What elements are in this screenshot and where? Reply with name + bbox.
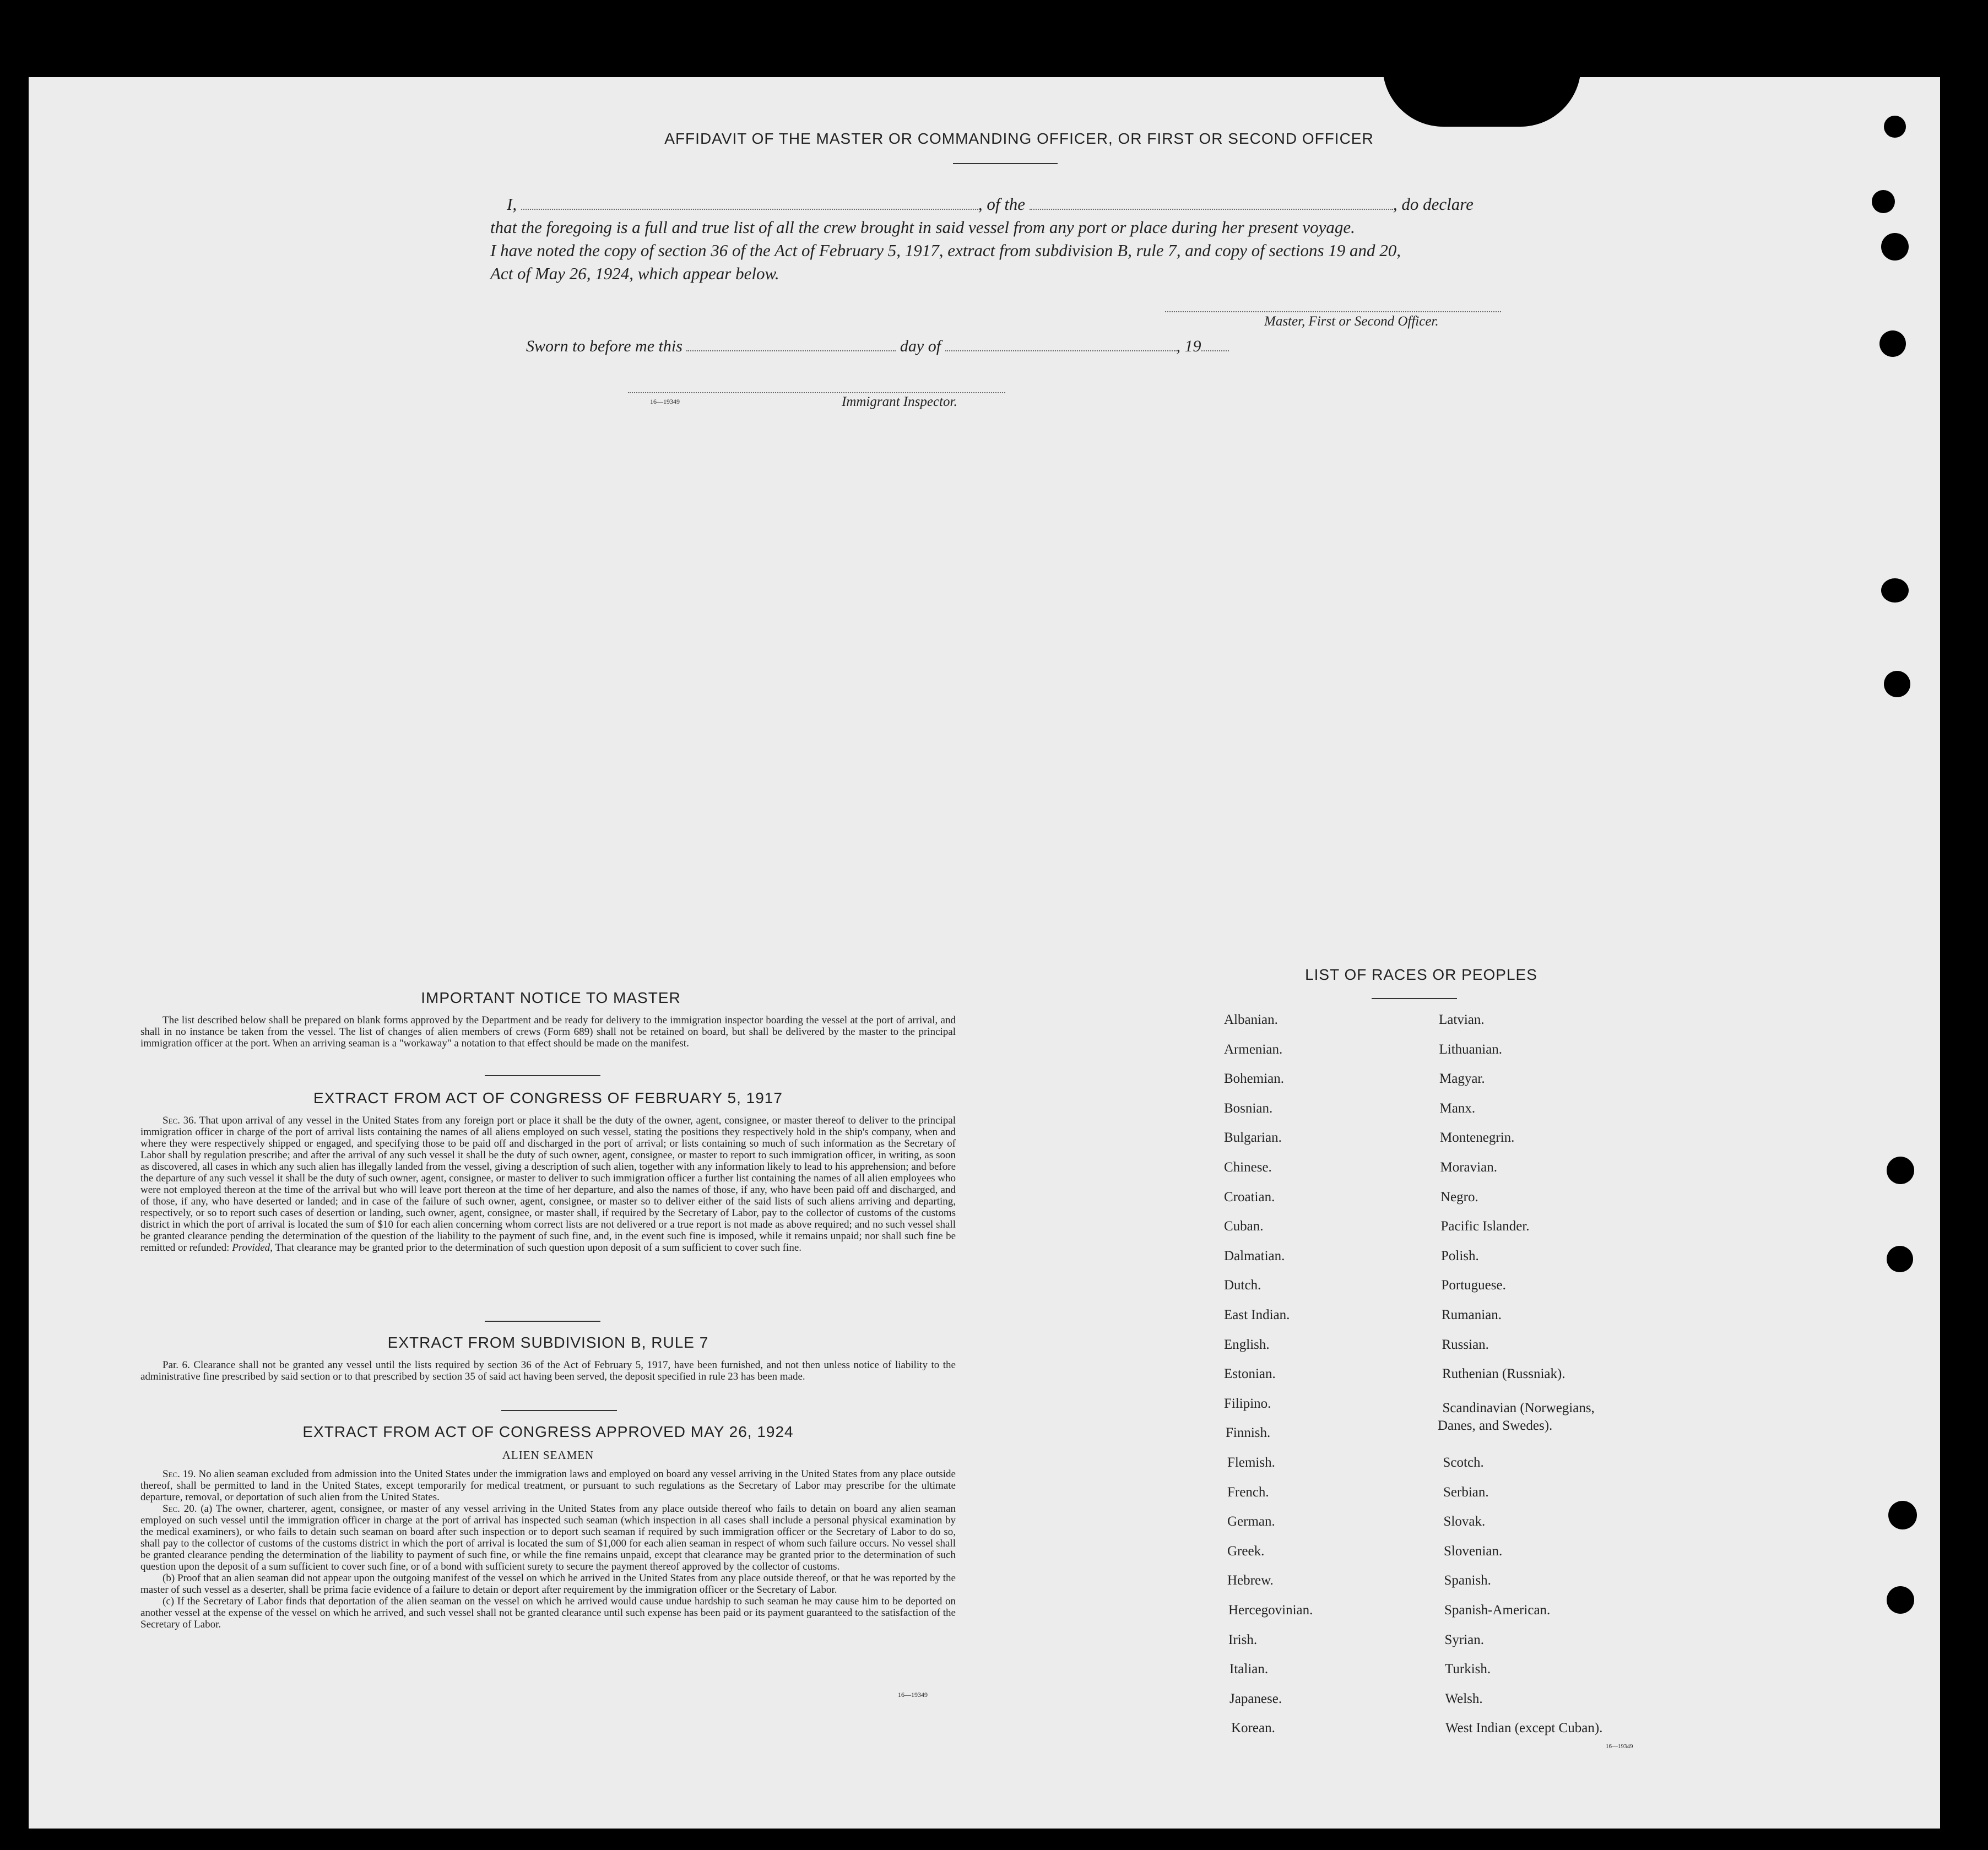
- affidavit-line3: I have noted the copy of section 36 of the Act of February 5, 1917, extract from subdivision B, rule 7, and copy of sections 19 and 20,: [490, 241, 1401, 260]
- races-title: LIST OF RACES OR PEOPLES: [1305, 966, 1537, 983]
- race-item: Latvian.: [1439, 1012, 1485, 1027]
- race-item: Finnish.: [1226, 1425, 1271, 1441]
- notice-body: The list described below shall be prepared on blank forms approved by the Department and be ready for delivery to the immigration inspector boarding the vessel at the port of arrival, and shall in no instance be taken from the vessel. The list of changes of alien members of crews (Form 689) shall not be retained on board, but shall be delivered by the master to the principal immigration officer at the port. When an arriving seaman is a "workaway" a notation to that effect should be made on the manifest.: [140, 1014, 956, 1049]
- race-item: Rumanian.: [1442, 1308, 1502, 1322]
- race-item: Korean.: [1231, 1721, 1275, 1736]
- race-item: Scotch.: [1443, 1455, 1484, 1470]
- affidavit-form-number: 16—19349: [650, 398, 680, 405]
- divider: [1372, 998, 1457, 999]
- affidavit-of-the: , of the: [978, 194, 1026, 214]
- notice-title: IMPORTANT NOTICE TO MASTER: [421, 989, 681, 1006]
- race-item: Hebrew.: [1227, 1573, 1274, 1588]
- sec36-tail: That clearance may be granted prior to the determination of such question upon deposit of a sum sufficient to cover such fine.: [275, 1242, 801, 1254]
- rule7-title: EXTRACT FROM SUBDIVISION B, RULE 7: [387, 1334, 709, 1351]
- race-item: Greek.: [1227, 1543, 1265, 1559]
- race-item: Serbian.: [1443, 1484, 1489, 1500]
- race-item: Russian.: [1442, 1337, 1489, 1352]
- affidavit-body: [490, 193, 1526, 285]
- master-signature-line[interactable]: [1165, 311, 1501, 312]
- sec36-text: That upon arrival of any vessel in the United States from any foreign port or place it shall be the duty of the owner, agent, consignee, or master thereof to deliver to the principal immigration officer in charge of the port of arrival lists containing the names of all aliens employed on such vessel, stating the positions they respectively hold in the ship's company, when and where they were respectively shipped or engaged, and specifying those to be paid off and discharged in the port of arrival; or lists containing so much of such information as the Secretary of Labor shall by regulation prescribe; and after the arrival of any such vessel it shall be the duty of such owner, agent, consignee, or master to report to such immigration officer, in writing, as soon as discovered, all cases in which any such alien has illegally landed from the vessel, giving a description of such alien, together with any information likely to lead to his apprehension; and before the departure of any such vessel it shall be the duty of such owner, agent, consignee, or master to deliver to such immigration officer a further list containing the names of all alien employees who were not employed thereon at the time of the arrival but who will leave port thereon at the time of her departure, and also the names of those, if any, who have been paid off and discharged, and of those, if any, who have deserted or landed; and in case of the failure of such owner, agent, consignee, or master so to deliver either of the said lists of such aliens arriving and departing, respectively, or so to report such cases of desertion or landing, such owner, agent, consignee, or master shall, if required by the Secretary of Labor, pay to the collector of customs of the customs district in which the port of arrival is located the sum of $10 for each alien concerning whom correct lists are not delivered or a true report is not made as above required; and no such vessel shall be granted clearance pending the determination of the question of the liability to the payment of such fine, and, in the event such fine is imposed, while it remains unpaid; nor shall such fine be remitted or refunded:: [140, 1115, 956, 1254]
- extract-1917-body: [140, 1115, 956, 1254]
- affidavit-i: I,: [507, 194, 517, 214]
- race-item: Syrian.: [1444, 1632, 1485, 1647]
- divider: [485, 1075, 600, 1076]
- race-item: Welsh.: [1445, 1691, 1483, 1706]
- race-item: Japanese.: [1229, 1691, 1282, 1706]
- race-item: Montenegrin.: [1440, 1130, 1515, 1146]
- sec19-text: No alien seaman excluded from admission into the United States under the immigration laws and employed on board any vessel arriving in the United States from any place outside thereof, shall be permitted to land in the United States, except temporarily for medical treatment, or pursuant to such regulations as the Secretary of Labor may prescribe for the ultimate departure, removal, or deportation of such alien from the United States.: [140, 1468, 956, 1503]
- rule7-body: Par. 6. Clearance shall not be granted any vessel until the lists required by section 36 of the Act of February 5, 1917, have been furnished, and not then unless notice of liability to the administrative fine prescribed by said section or to that prescribed by section 35 of said act having been served, the deposit specified in rule 23 has been made.: [140, 1359, 956, 1382]
- race-item: Estonian.: [1224, 1366, 1276, 1382]
- divider: [485, 1321, 600, 1322]
- race-item: East Indian.: [1224, 1308, 1290, 1322]
- sec20a-text: (a) The owner, charterer, agent, consignee, or master of any vessel arriving in the United States from any place outside thereof who fails to detain on board any alien seaman employed on such vessel until the immigration officer in charge at the port of arrival has inspected such seaman (which inspection in all cases shall include a personal physical examination by the medical examiners), or who fails to detain such seaman on board after such inspection or to deport such seaman if required by such immigration officer or the Secretary of Labor to do so, shall pay to the collector of customs of the customs district in which the port of arrival is located the sum of $1,000 for each alien seaman in respect of whom such failure occurs. No vessel shall be granted clearance pending the determination of the liability to payment of such fine, or while the fine remains unpaid, except that clearance may be granted prior to the determination of such question upon the deposit of a sum sufficient to cover such fine, or of a bond with sufficient surety to secure the payment thereof approved by the collector of customs.: [140, 1503, 956, 1572]
- divider: [953, 163, 1058, 164]
- punch-hole: [1887, 1157, 1914, 1184]
- race-item: Spanish.: [1444, 1573, 1491, 1588]
- race-item: Chinese.: [1224, 1160, 1272, 1175]
- notary-seal: [1383, 66, 1581, 127]
- master-name-field[interactable]: [521, 209, 978, 210]
- punch-hole: [1881, 578, 1909, 603]
- race-item: Filipino.: [1224, 1396, 1271, 1411]
- race-item: Hercegovinian.: [1228, 1603, 1313, 1618]
- race-item: Slovak.: [1443, 1514, 1486, 1529]
- sworn-line: [526, 337, 1229, 356]
- extract-1917-title: EXTRACT FROM ACT OF CONGRESS OF FEBRUARY 5, 1917: [313, 1089, 783, 1106]
- extract-1924-body: [140, 1468, 956, 1630]
- inspector-caption: Immigrant Inspector.: [842, 394, 957, 409]
- race-item: Moravian.: [1440, 1160, 1497, 1175]
- race-item: Scandinavian (Norwegians,: [1442, 1400, 1595, 1415]
- race-item: Croatian.: [1224, 1189, 1275, 1205]
- affidavit-line2: that the foregoing is a full and true list of all the crew brought in said vessel from any port or place during her present voyage.: [490, 218, 1355, 237]
- divider: [501, 1410, 617, 1411]
- race-item: Dutch.: [1224, 1278, 1261, 1293]
- race-item: Italian.: [1229, 1662, 1269, 1677]
- affidavit-title: AFFIDAVIT OF THE MASTER OR COMMANDING OFFICER, OR FIRST OR SECOND OFFICER: [664, 130, 1374, 147]
- race-item: Bosnian.: [1224, 1100, 1273, 1116]
- vessel-name-field[interactable]: [1030, 209, 1393, 210]
- sworn-month-field[interactable]: [945, 350, 1177, 351]
- affidavit-line4: Act of May 26, 1924, which appear below.: [490, 264, 779, 283]
- extract-1924-title: EXTRACT FROM ACT OF CONGRESS APPROVED MAY 26, 1924: [302, 1423, 794, 1440]
- punch-hole: [1887, 1246, 1913, 1272]
- race-item: Irish.: [1228, 1632, 1258, 1647]
- race-item: Slovenian.: [1444, 1543, 1503, 1559]
- race-item: Turkish.: [1445, 1662, 1491, 1677]
- inspector-signature-line[interactable]: [628, 392, 1005, 393]
- race-item: Danes, and Swedes).: [1438, 1418, 1553, 1433]
- sworn-label: Sworn to before me this: [526, 337, 682, 355]
- sec36-label: Sec. 36.: [162, 1115, 197, 1126]
- sec20-label: Sec. 20.: [162, 1503, 197, 1515]
- sec19-label: Sec. 19.: [162, 1468, 196, 1480]
- extract-form-number: 16—19349: [898, 1691, 928, 1699]
- master-caption: Master, First or Second Officer.: [1264, 314, 1439, 329]
- races-form-number: 16—19349: [1606, 1743, 1633, 1750]
- race-item: Albanian.: [1224, 1012, 1278, 1027]
- punch-hole: [1872, 190, 1895, 213]
- sworn-date-field[interactable]: [686, 350, 896, 351]
- punch-hole: [1887, 1586, 1914, 1614]
- race-item: Pacific Islander.: [1440, 1219, 1530, 1234]
- year-label: , 19: [1176, 337, 1201, 355]
- day-of-label: day of: [900, 337, 941, 355]
- sec20c-text: (c) If the Secretary of Labor finds that deportation of the alien seaman on the vessel on which he arrived would cause undue hardship to such seaman he may cause him to be deported on another vessel at the expense of the vessel on which he arrived, and such vessel shall not be granted clearance until such expense has been paid or its payment guaranteed to the satisfaction of the Secretary of Labor.: [140, 1596, 956, 1630]
- race-item: Dalmatian.: [1224, 1248, 1285, 1263]
- sworn-year-field[interactable]: [1201, 350, 1229, 351]
- race-item: Negro.: [1440, 1189, 1478, 1205]
- race-item: Ruthenian (Russniak).: [1442, 1366, 1566, 1382]
- race-item: English.: [1224, 1337, 1270, 1352]
- punch-hole: [1884, 116, 1906, 138]
- race-item: Manx.: [1439, 1100, 1476, 1116]
- race-item: Spanish-American.: [1444, 1603, 1551, 1618]
- sec20b-text: (b) Proof that an alien seaman did not appear upon the outgoing manifest of the vessel on which he arrived in the United States from any place outside thereof, or that he was reported by the master of such vessel as a deserter, shall be prima facie evidence of a failure to detain or deport after requirement by the immigration officer or the Secretary of Labor.: [140, 1572, 956, 1596]
- race-item: French.: [1227, 1484, 1269, 1500]
- race-item: Bulgarian.: [1224, 1130, 1282, 1146]
- race-item: Magyar.: [1439, 1071, 1485, 1087]
- race-item: Polish.: [1441, 1248, 1479, 1263]
- punch-hole: [1881, 233, 1909, 261]
- race-item: Cuban.: [1224, 1219, 1264, 1234]
- punch-hole: [1888, 1501, 1917, 1529]
- alien-seamen-subtitle: ALIEN SEAMEN: [502, 1448, 594, 1462]
- race-item: Armenian.: [1224, 1041, 1283, 1057]
- race-item: German.: [1227, 1514, 1275, 1529]
- race-item: Bohemian.: [1224, 1071, 1285, 1087]
- sec36-provided: Provided,: [232, 1242, 273, 1254]
- punch-hole: [1884, 671, 1910, 697]
- race-item: Lithuanian.: [1439, 1041, 1503, 1057]
- race-item: Portuguese.: [1441, 1278, 1506, 1293]
- affidavit-declare: , do declare: [1393, 194, 1474, 214]
- race-item: Flemish.: [1227, 1455, 1275, 1470]
- punch-hole: [1879, 330, 1906, 357]
- race-item: West Indian (except Cuban).: [1445, 1721, 1603, 1736]
